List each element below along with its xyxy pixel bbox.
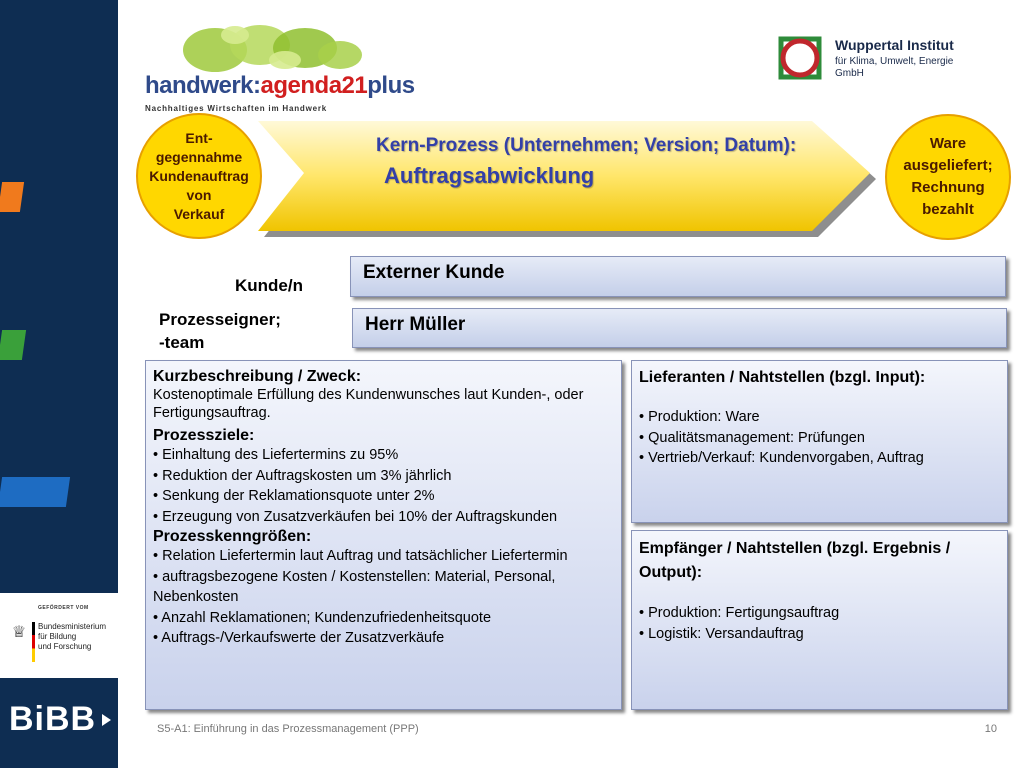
kpi-item: • Auftrags-/Verkaufswerte der Zusatzverkäufe: [153, 630, 445, 646]
recipient-item: • Logistik: Versandauftrag: [639, 625, 804, 642]
recipients-heading: Empfänger / Nahtstellen (bzgl. Ergebnis / Output):: [639, 540, 951, 581]
goal-item: • Erzeugung von Zusatzverkäufen bei 10% der Auftragskunden: [153, 508, 558, 525]
ministry-header: GEFÖRDERT VOM: [38, 605, 89, 611]
kpi-item: • auftragsbezogene Kosten / Kostenstellen: Material, Personal, Nebenkosten: [153, 568, 556, 605]
kpi-heading: Prozesskenngrößen:: [153, 528, 312, 545]
process-name: Auftragsabwicklung: [384, 163, 595, 188]
recipient-item: • Produktion: Fertigungsauftrag: [639, 605, 840, 621]
supplier-item: • Produktion: Ware: [639, 409, 760, 425]
description-text: Kostenoptimale Erfüllung des Kundenwunsches laut Kunden-, oder Fertigungsauftrag.: [153, 387, 584, 421]
green-stripe: [0, 330, 26, 360]
process-owner-label: Prozesseigner; -team: [159, 310, 281, 352]
flag-icon: [32, 622, 35, 662]
supplier-item: • Qualitätsmanagement: Prüfungen: [639, 429, 865, 446]
description-heading: Kurzbeschreibung / Zweck:: [153, 368, 362, 385]
supplier-item: • Vertrieb/Verkauf: Kundenvorgaben, Auftrag: [639, 450, 924, 466]
customer-value-bar: Externer Kunde: [350, 256, 1006, 297]
process-owner-value-bar: Herr Müller: [352, 308, 1007, 348]
bibb-logo: BiBB: [9, 700, 97, 738]
ministry-name: Bundesministerium für Bildung und Forschung: [38, 622, 107, 651]
process-start-circle: Ent- gegennahme Kundenauftrag von Verkauf: [136, 113, 262, 239]
goal-item: • Einhaltung des Liefertermins zu 95%: [153, 447, 399, 463]
orange-stripe: [0, 182, 24, 212]
wuppertal-title: Wuppertal Institut: [835, 37, 954, 53]
description-panel: [145, 360, 622, 710]
process-title: Kern-Prozess (Unternehmen; Version; Datum):: [376, 135, 797, 156]
agenda21-tagline: Nachhaltiges Wirtschaften im Handwerk: [145, 104, 328, 113]
recipients-panel: [631, 530, 1008, 710]
process-end-circle: Ware ausgeliefert; Rechnung bezahlt: [885, 114, 1011, 240]
wuppertal-logo-icon: [778, 36, 822, 80]
agenda21-logo-graphic: [175, 20, 365, 75]
agenda21-logo-text: handwerk:agenda21plus: [145, 72, 415, 99]
goal-item: • Senkung der Reklamationsquote unter 2%: [153, 488, 435, 504]
footer-text: S5-A1: Einführung in das Prozessmanagement (PPP): [157, 723, 419, 735]
suppliers-panel: [631, 360, 1008, 523]
customer-label: Kunde/n: [235, 276, 303, 295]
goal-item: • Reduktion der Auftragskosten um 3% jährlich: [153, 467, 452, 484]
page-number: 10: [984, 723, 997, 735]
goals-heading: Prozessziele:: [153, 427, 255, 444]
blue-stripe: [0, 477, 70, 507]
wuppertal-subtitle: für Klima, Umwelt, Energie GmbH: [835, 56, 954, 79]
eagle-icon: ♕: [11, 624, 27, 641]
kpi-item: • Anzahl Reklamationen; Kundenzufriedenheitsquote: [153, 609, 492, 626]
suppliers-heading: Lieferanten / Nahtstellen (bzgl. Input):: [639, 369, 926, 386]
kpi-item: • Relation Liefertermin laut Auftrag und tatsächlicher Liefertermin: [153, 548, 568, 564]
bibb-arrow-icon: [102, 714, 111, 726]
